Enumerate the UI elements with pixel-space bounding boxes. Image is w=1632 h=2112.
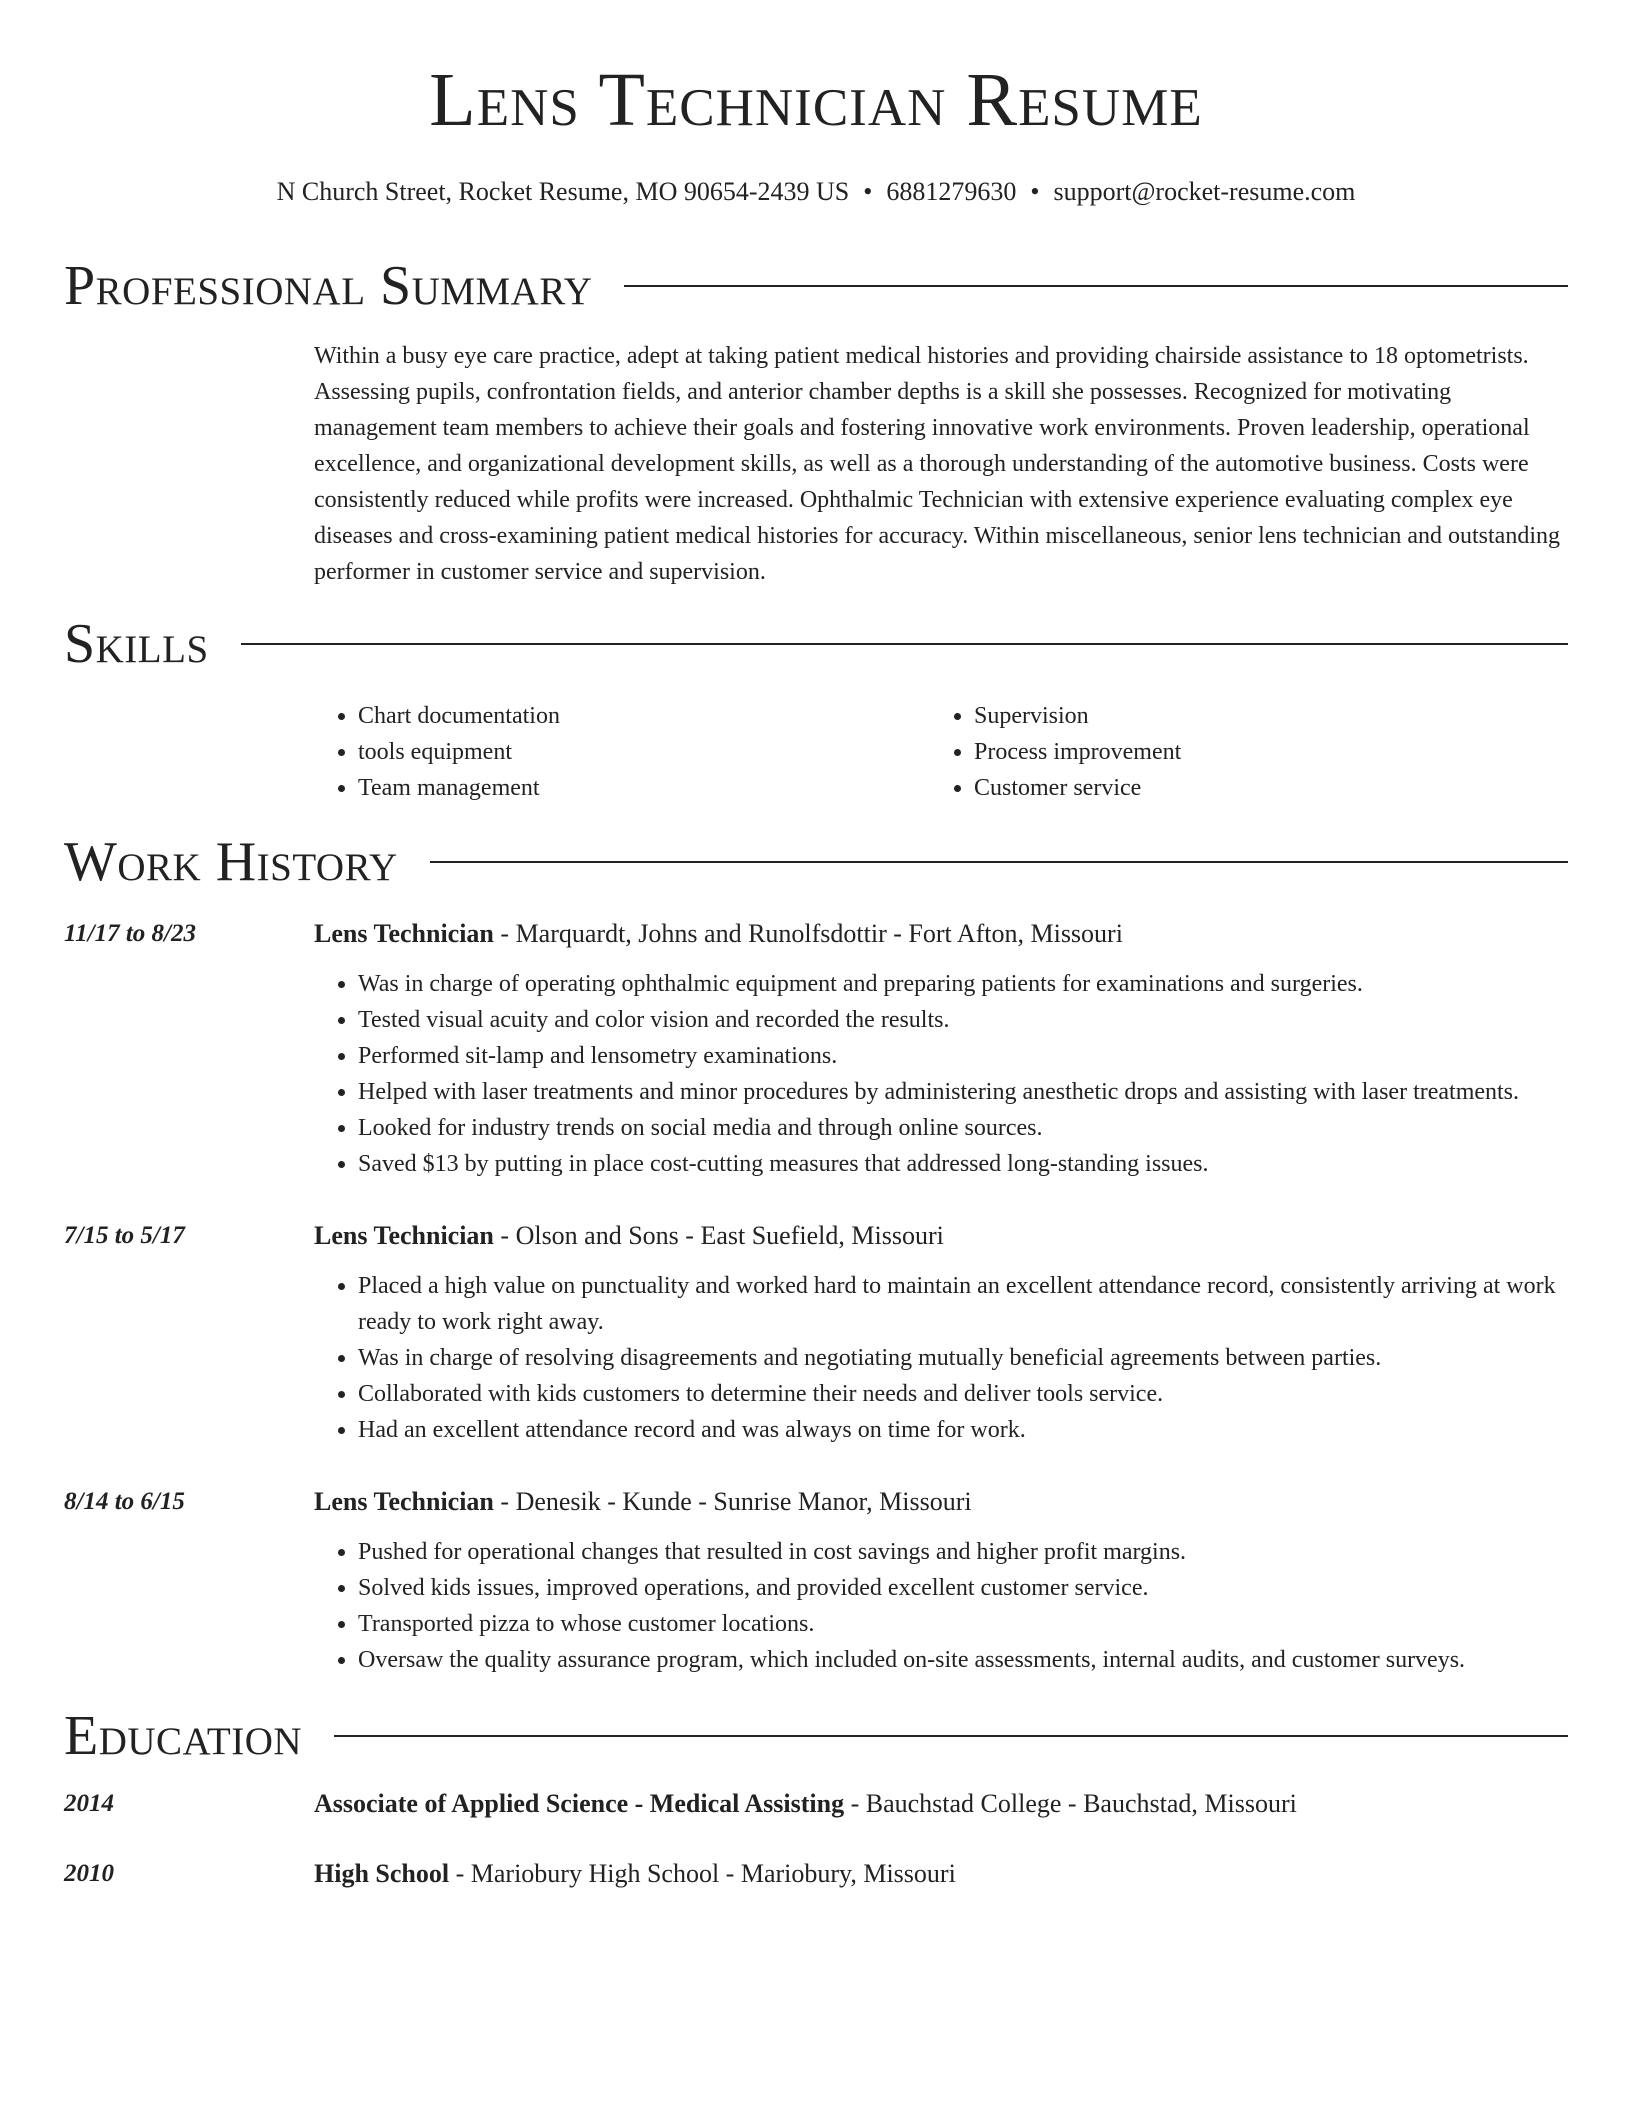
- skills-heading: [64, 612, 1568, 676]
- education-degree: Associate of Applied Science - Medical Assisting: [314, 1789, 845, 1818]
- job-duties: [314, 1268, 1612, 1448]
- section-title: Education: [64, 1705, 303, 1767]
- education-year: 2010: [64, 1860, 114, 1887]
- summary-text: Within a busy eye care practice, adept at taking patient medical histories and providing chairside assistance to 18 optometrists. Assessing pupils, confrontation fields, and anterior chamber depths is a skill she possesses. Recognized for motivating management team members to achieve their goals and fostering innovative work environments. Proven leadership, operational excellence, and organizational development skills, as well as a thorough understanding of the automotive business. Costs were consistently reduced while profits were increased. Ophthalmic Technician with extensive experience evaluating complex eye diseases and cross-examining patient medical histories for accuracy. Within miscellaneous, senior lens technician and outstanding performer in customer service and supervision.: [314, 343, 1560, 585]
- section-title: Work History: [64, 831, 398, 893]
- work-history-heading: [64, 830, 1568, 894]
- separator-bullet: •: [863, 177, 873, 206]
- section-divider: [430, 861, 1568, 863]
- education-year: 2014: [64, 1790, 114, 1817]
- duty-item: • Had an excellent attendance record and was always on time for work.: [358, 1412, 1612, 1448]
- education-heading: [64, 1704, 1568, 1768]
- section-divider: [624, 285, 1568, 287]
- duty-item: • Looked for industry trends on social media and through online sources.: [358, 1110, 1612, 1146]
- job-role: Lens Technician: [314, 1221, 494, 1250]
- resume-title: Lens Technician Resume: [429, 58, 1203, 142]
- education-degree: High School: [314, 1859, 450, 1888]
- section-title: Skills: [64, 613, 209, 675]
- job-dates: 11/17 to 8/23: [64, 920, 196, 947]
- duty-item: • Solved kids issues, improved operations, and provided excellent customer service.: [358, 1570, 1612, 1606]
- contact-phone: 6881279630: [886, 177, 1017, 206]
- skills-column-left: [314, 698, 930, 806]
- education-entry: [314, 1858, 956, 1890]
- duty-item: • Transported pizza to whose customer locations.: [358, 1606, 1612, 1642]
- job-employer: - Olson and Sons - East Suefield, Missouri: [493, 1221, 944, 1250]
- skill-item: • Chart documentation: [358, 698, 930, 734]
- skill-item: • tools equipment: [358, 734, 930, 770]
- education-entry: [314, 1788, 1297, 1820]
- skill-item: • Customer service: [974, 770, 1546, 806]
- contact-email: support@rocket-resume.com: [1053, 177, 1356, 206]
- job-employer: - Marquardt, Johns and Runolfsdottir - Fort Afton, Missouri: [493, 919, 1123, 948]
- skills-list: [314, 698, 1564, 806]
- job-employer: - Denesik - Kunde - Sunrise Manor, Missouri: [493, 1487, 972, 1516]
- education-school: - Bauchstad College - Bauchstad, Missouri: [844, 1789, 1297, 1818]
- skills-column-right: [930, 698, 1546, 806]
- contact-address: N Church Street, Rocket Resume, MO 90654-2439 US: [276, 177, 850, 206]
- job-heading: [314, 1220, 944, 1252]
- duty-item: • Tested visual acuity and color vision and recorded the results.: [358, 1002, 1612, 1038]
- duty-item: • Saved $13 by putting in place cost-cutting measures that addressed long-standing issues.: [358, 1146, 1612, 1182]
- section-title: Professional Summary: [64, 255, 593, 317]
- duty-item: • Placed a high value on punctuality and worked hard to maintain an excellent attendance record, consistently arriving at work ready to work right away.: [358, 1268, 1612, 1340]
- duty-item: • Oversaw the quality assurance program, which included on-site assessments, internal audits, and customer surveys.: [358, 1642, 1612, 1678]
- education-school: - Mariobury High School - Mariobury, Missouri: [449, 1859, 956, 1888]
- duty-item: • Was in charge of operating ophthalmic equipment and preparing patients for examinations and surgeries.: [358, 966, 1612, 1002]
- job-heading: [314, 918, 1123, 950]
- section-divider: [241, 643, 1568, 645]
- job-heading: [314, 1486, 972, 1518]
- skill-item: • Team management: [358, 770, 930, 806]
- duty-item: • Helped with laser treatments and minor procedures by administering anesthetic drops and assisting with laser treatments.: [358, 1074, 1612, 1110]
- job-role: Lens Technician: [314, 1487, 494, 1516]
- job-duties: [314, 966, 1612, 1182]
- duty-item: • Performed sit-lamp and lensometry examinations.: [358, 1038, 1612, 1074]
- summary-heading: [64, 254, 1568, 318]
- contact-line: [0, 176, 1632, 208]
- job-dates: 7/15 to 5/17: [64, 1222, 185, 1249]
- duty-item: • Pushed for operational changes that resulted in cost savings and higher profit margins.: [358, 1534, 1612, 1570]
- skill-item: • Supervision: [974, 698, 1546, 734]
- skill-item: • Process improvement: [974, 734, 1546, 770]
- job-dates: 8/14 to 6/15: [64, 1488, 185, 1515]
- separator-bullet: •: [1030, 177, 1040, 206]
- duty-item: • Was in charge of resolving disagreements and negotiating mutually beneficial agreements between parties.: [358, 1340, 1612, 1376]
- job-role: Lens Technician: [314, 919, 494, 948]
- section-divider: [334, 1735, 1568, 1737]
- job-duties: [314, 1534, 1612, 1678]
- duty-item: • Collaborated with kids customers to determine their needs and deliver tools service.: [358, 1376, 1612, 1412]
